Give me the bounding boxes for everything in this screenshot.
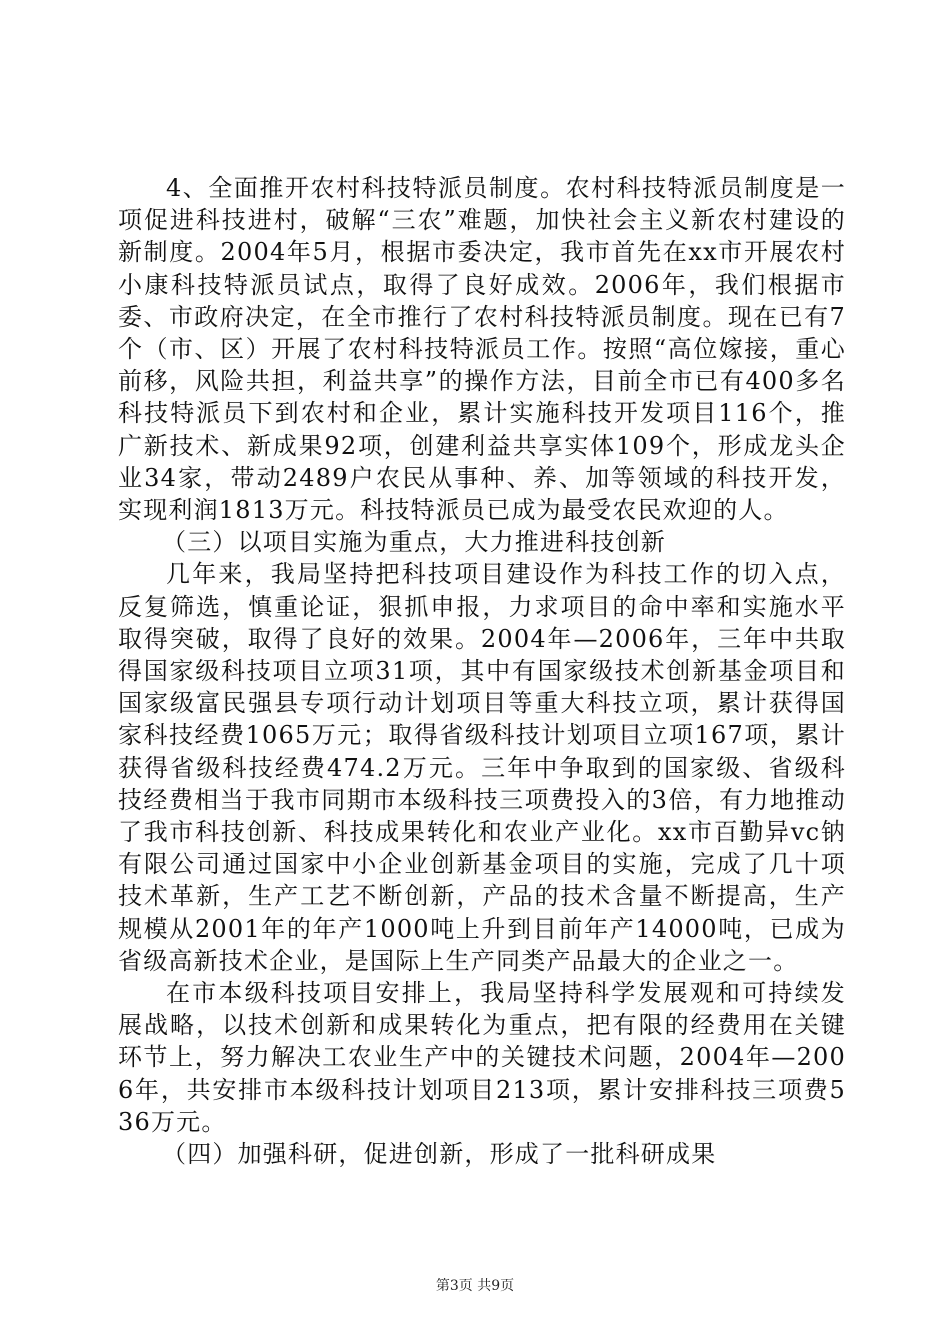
paragraph-municipal-projects: 在市本级科技项目安排上，我局坚持科学发展观和可持续发展战略，以技术创新和成果转化为重点，把有限的经费用在关键环节上，努力解决工农业生产中的关键技术问题，2004年—2006年，共安排市本级科技计划项目213项，累计安排科技三项费536万元。 [118, 979, 846, 1136]
paragraph-project-implementation: 几年来，我局坚持把科技项目建设作为科技工作的切入点，反复筛选，慎重论证，狠抓申报，力求项目的命中率和实施水平取得突破，取得了良好的效果。2004年—2006年，三年中共取得国家级科技项目立项31项，其中有国家级技术创新基金项目和国家级富民强县专项行动计划项目等重大科技立项，累计获得国家科技经费1065万元；取得省级科技计划项目立项167项，累计获得省级科技经费474.2万元。三年中争取到的国家级、省级科技经费相当于我市同期市本级科技三项费投入的3倍，有力地推动了我市科技创新、科技成果转化和农业产业化。xx市百勤异vc钠有限公司通过国家中小企业创新基金项目的实施，完成了几十项技术革新，生产工艺不断创新，产品的技术含量不断提高，生产规模从2001年的年产1000吨上升到目前年产14000吨，已成为省级高新技术企业，是国际上生产同类产品最大的企业之一。 [118, 560, 846, 975]
paragraph-tech-commissioner-system: 4、全面推开农村科技特派员制度。农村科技特派员制度是一项促进科技进村，破解“三农”难题，加快社会主义新农村建设的新制度。2004年5月，根据市委决定，我市首先在xx市开展农村小康科技特派员试点，取得了良好成效。2006年，我们根据市委、市政府决定，在全市推行了农村科技特派员制度。现在已有7个（市、区）开展了农村科技特派员工作。按照“高位嫁接，重心前移，风险共担，利益共享”的操作方法，目前全市已有400多名科技特派员下到农村和企业，累计实施科技开发项目116个，推广新技术、新成果92项，创建利益共享实体109个，形成龙头企业34家，带动2489户农民从事种、养、加等领域的科技开发，实现利润1813万元。科技特派员已成为最受农民欢迎的人。 [118, 174, 846, 525]
section-heading-3: （三）以项目实施为重点，大力推进科技创新 [162, 528, 666, 557]
page-number-footer: 第3页 共9页 [435, 1278, 515, 1294]
section-heading-4: （四）加强科研，促进创新，形成了一批科研成果 [162, 1140, 717, 1169]
document-body [118, 172, 846, 1170]
